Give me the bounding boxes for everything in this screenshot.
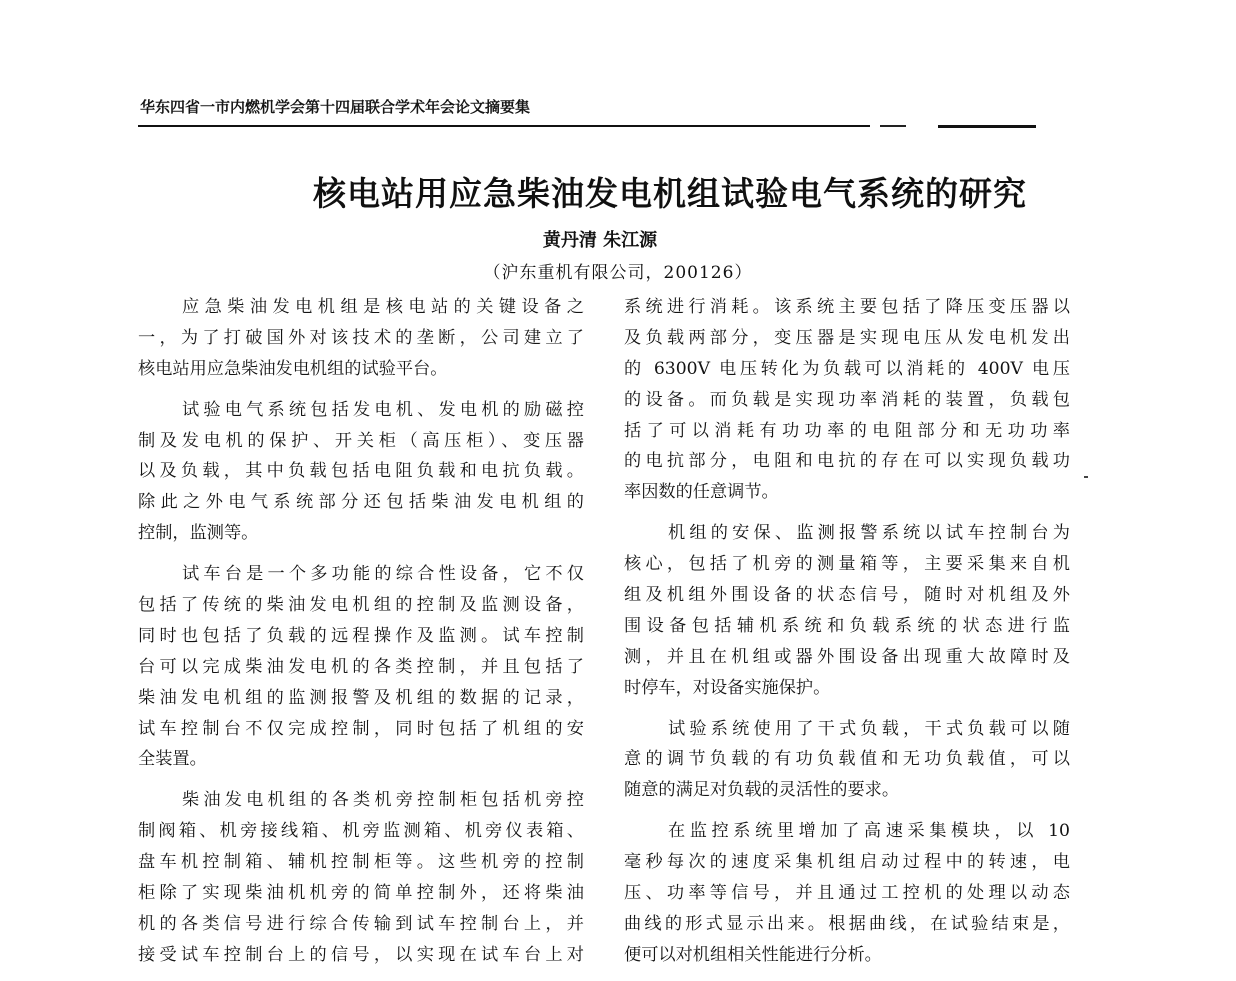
paper-affiliation: （沪东重机有限公司，200126） <box>483 263 753 283</box>
text-line: 台可以完成柴油发电机的各类控制，并且包括了 <box>138 656 584 677</box>
paragraph <box>138 559 584 775</box>
paragraph <box>624 714 1070 807</box>
paragraph <box>624 816 1070 970</box>
text-line: 意的调节负载的有功负载值和无功负载值，可以 <box>624 749 1070 770</box>
text-line: 压、功率等信号，并且通过工控机的处理以动态 <box>624 883 1070 904</box>
paragraph <box>138 395 584 549</box>
text-line: 柜除了实现柴油机机旁的简单控制外，还将柴油 <box>138 883 584 904</box>
header-rule <box>138 125 870 127</box>
text-line: 试车控制台不仅完成控制，同时包括了机组的安 <box>138 718 584 739</box>
text-line: 制及发电机的保护、开关柜（高压柜）、变压器 <box>138 430 584 451</box>
text-line: 的电抗部分，电阻和电抗的存在可以实现负载功 <box>624 451 1070 472</box>
header-rule-right <box>938 125 1036 128</box>
text-line: 便可以对机组相关性能进行分析。 <box>624 944 882 965</box>
text-line: 括了可以消耗有功功率的电阻部分和无功功率 <box>624 420 1070 441</box>
text-line: 随意的满足对负载的灵活性的要求。 <box>624 780 900 801</box>
paper-title: 核电站用应急柴油发电机组试验电气系统的研究 <box>313 174 1027 213</box>
left-column <box>138 292 584 981</box>
header-rule-dash <box>880 125 906 127</box>
paper-authors: 黄丹清 朱江源 <box>542 230 658 251</box>
text-line: 毫秒每次的速度采集机组启动过程中的转速，电 <box>624 852 1070 873</box>
text-line: 制阀箱、机旁接线箱、机旁监测箱、机旁仪表箱、 <box>138 821 584 842</box>
text-line: 包括了传统的柴油发电机组的控制及监测设备， <box>138 595 584 616</box>
text-line: 围设备包括辅机系统和负载系统的状态进行监 <box>624 615 1070 636</box>
text-line: 除此之外电气系统部分还包括柴油发电机组的 <box>138 492 584 513</box>
text-line: 系统进行消耗。该系统主要包括了降压变压器以 <box>624 297 1070 317</box>
text-line: 柴油发电机组的监测报警及机组的数据的记录， <box>138 687 584 708</box>
text-line: 在监控系统里增加了高速采集模块，以 10 <box>668 821 1070 842</box>
right-column <box>624 292 1070 981</box>
text-line: 的 6300V 电压转化为负载可以消耗的 400V 电压 <box>624 358 1070 379</box>
text-line: 测，并且在机组或器外围设备出现重大故障时及 <box>624 646 1070 667</box>
paragraph <box>624 518 1070 703</box>
text-line: 柴油发电机组的各类机旁控制柜包括机旁控 <box>182 790 584 811</box>
scan-speck <box>1084 476 1088 478</box>
text-line: 控制，监测等。 <box>138 523 259 544</box>
text-line: 曲线的形式显示出来。根据曲线，在试验结束是， <box>624 913 1070 934</box>
text-line: 的设备。而负载是实现功率消耗的装置，负载包 <box>624 389 1070 410</box>
running-header: 华东四省一市内燃机学会第十四届联合学术年会论文摘要集 <box>140 98 531 116</box>
text-line: 同时也包括了负载的远程操作及监测。试车控制 <box>138 625 584 646</box>
text-line: 试验电气系统包括发电机、发电机的励磁控 <box>182 399 584 420</box>
paragraph <box>138 785 584 970</box>
text-line: 一，为了打破国外对该技术的垄断，公司建立了 <box>138 327 584 348</box>
paragraph <box>624 292 1070 508</box>
text-line: 率因数的任意调节。 <box>624 482 779 503</box>
text-line: 应急柴油发电机组是核电站的关键设备之 <box>182 297 584 317</box>
text-line: 及负载两部分，变压器是实现电压从发电机发出 <box>624 327 1070 348</box>
paragraph <box>138 292 584 385</box>
text-line: 机组的安保、监测报警系统以试车控制台为 <box>668 523 1070 544</box>
text-line: 机的各类信号进行综合传输到试车控制台上，并 <box>138 913 584 934</box>
text-line: 核心，包括了机旁的测量箱等，主要采集来自机 <box>624 554 1070 575</box>
text-line: 试车台是一个多功能的综合性设备，它不仅 <box>182 564 584 585</box>
text-line: 接受试车控制台上的信号，以实现在试车台上对 <box>138 944 584 965</box>
text-line: 全装置。 <box>138 749 207 770</box>
text-line: 核电站用应急柴油发电机组的试验平台。 <box>138 358 448 379</box>
text-line: 以及负载，其中负载包括电阻负载和电抗负载。 <box>138 461 584 482</box>
text-line: 试验系统使用了干式负载，干式负载可以随 <box>668 718 1070 739</box>
text-line: 组及机组外围设备的状态信号，随时对机组及外 <box>624 585 1070 606</box>
text-line: 盘车机控制箱、辅机控制柜等。这些机旁的控制 <box>138 852 584 873</box>
text-line: 时停车，对设备实施保护。 <box>624 677 831 698</box>
